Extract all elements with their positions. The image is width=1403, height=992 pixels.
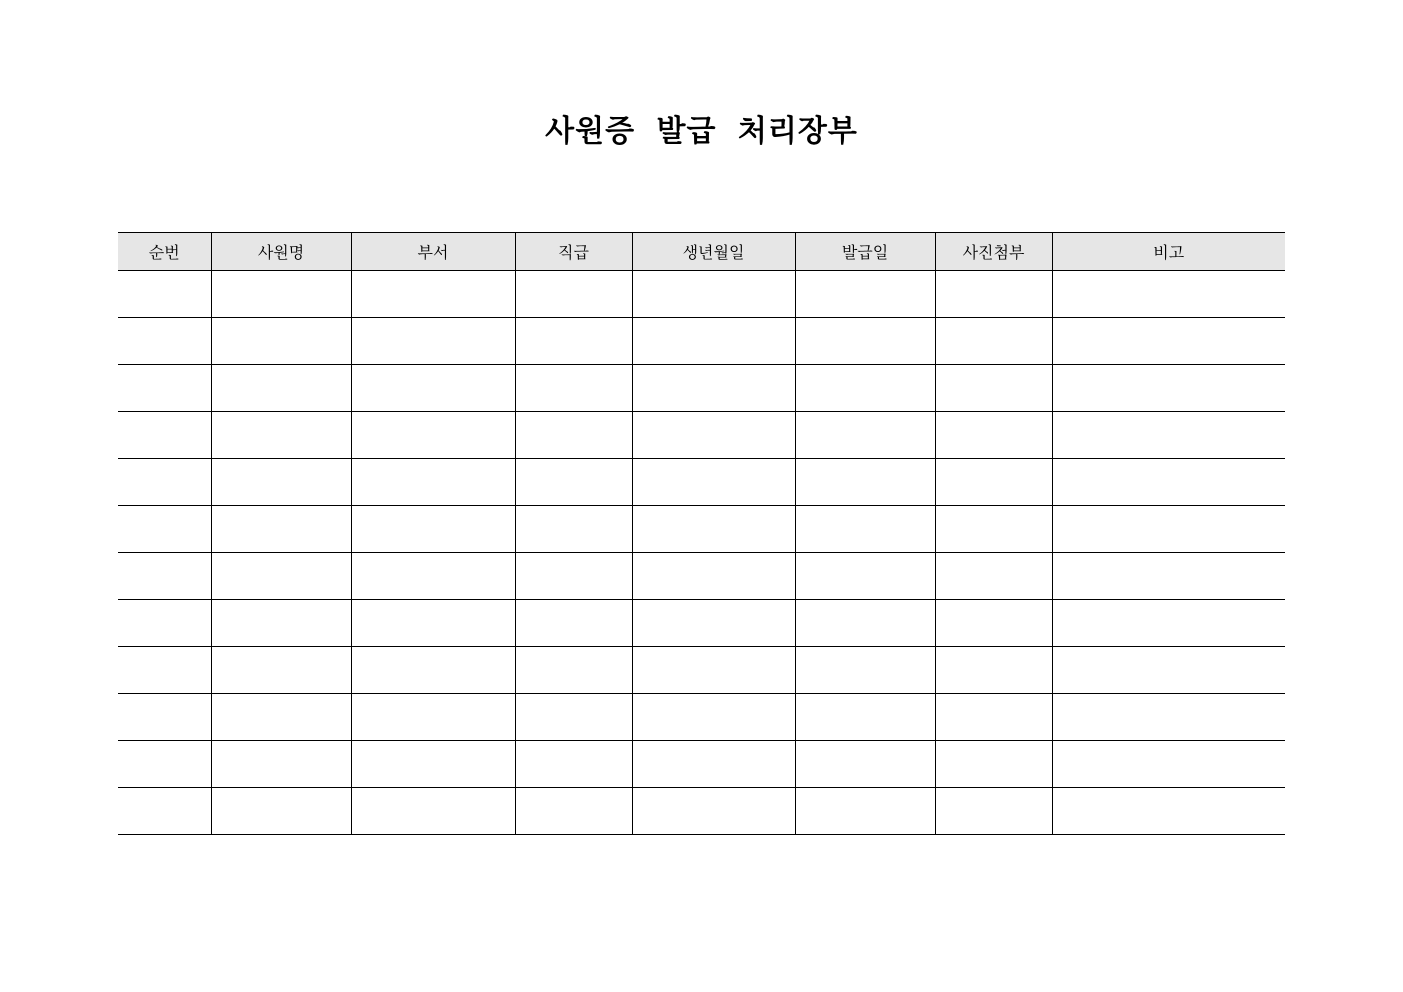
table-row [118,506,1285,553]
cell-department[interactable] [351,459,515,506]
cell-employee-name[interactable] [211,694,351,741]
cell-remarks[interactable] [1052,506,1285,553]
cell-employee-name[interactable] [211,459,351,506]
cell-position[interactable] [515,271,632,318]
column-header-photo: 사진첨부 [935,233,1052,271]
cell-issue-date[interactable] [795,318,935,365]
cell-photo[interactable] [935,412,1052,459]
cell-position[interactable] [515,694,632,741]
table-row [118,318,1285,365]
cell-photo[interactable] [935,741,1052,788]
table-row [118,365,1285,412]
cell-photo[interactable] [935,271,1052,318]
table-row [118,694,1285,741]
cell-photo[interactable] [935,506,1052,553]
cell-birth-date[interactable] [632,271,795,318]
column-header-position: 직급 [515,233,632,271]
table-row [118,647,1285,694]
column-header-birth-date: 생년월일 [632,233,795,271]
cell-department[interactable] [351,506,515,553]
cell-position[interactable] [515,459,632,506]
cell-issue-date[interactable] [795,741,935,788]
cell-position[interactable] [515,412,632,459]
table-header-row [118,233,1285,271]
cell-issue-date[interactable] [795,365,935,412]
cell-remarks[interactable] [1052,412,1285,459]
cell-employee-name[interactable] [211,600,351,647]
cell-birth-date[interactable] [632,788,795,835]
cell-birth-date[interactable] [632,694,795,741]
cell-number[interactable] [118,365,211,412]
cell-department[interactable] [351,647,515,694]
cell-employee-name[interactable] [211,506,351,553]
cell-photo[interactable] [935,553,1052,600]
cell-birth-date[interactable] [632,318,795,365]
cell-birth-date[interactable] [632,506,795,553]
cell-number[interactable] [118,318,211,365]
table-row [118,741,1285,788]
cell-number[interactable] [118,788,211,835]
cell-issue-date[interactable] [795,600,935,647]
cell-remarks[interactable] [1052,600,1285,647]
table-row [118,788,1285,835]
cell-issue-date[interactable] [795,647,935,694]
cell-number[interactable] [118,271,211,318]
cell-employee-name[interactable] [211,271,351,318]
cell-remarks[interactable] [1052,694,1285,741]
cell-birth-date[interactable] [632,647,795,694]
cell-employee-name[interactable] [211,647,351,694]
cell-remarks[interactable] [1052,318,1285,365]
cell-employee-name[interactable] [211,741,351,788]
cell-photo[interactable] [935,788,1052,835]
cell-position[interactable] [515,600,632,647]
cell-position[interactable] [515,647,632,694]
cell-remarks[interactable] [1052,788,1285,835]
cell-number[interactable] [118,647,211,694]
cell-photo[interactable] [935,318,1052,365]
page-title: 사원증 발급 처리장부 [545,114,858,149]
column-header-department: 부서 [351,233,515,271]
cell-birth-date[interactable] [632,741,795,788]
cell-department[interactable] [351,788,515,835]
table-row [118,600,1285,647]
cell-issue-date[interactable] [795,412,935,459]
cell-photo[interactable] [935,459,1052,506]
cell-position[interactable] [515,365,632,412]
cell-department[interactable] [351,553,515,600]
cell-issue-date[interactable] [795,553,935,600]
cell-position[interactable] [515,741,632,788]
cell-photo[interactable] [935,600,1052,647]
cell-number[interactable] [118,412,211,459]
cell-number[interactable] [118,553,211,600]
cell-department[interactable] [351,271,515,318]
cell-birth-date[interactable] [632,553,795,600]
cell-employee-name[interactable] [211,318,351,365]
cell-employee-name[interactable] [211,412,351,459]
cell-department[interactable] [351,318,515,365]
cell-position[interactable] [515,506,632,553]
table-row [118,553,1285,600]
cell-employee-name[interactable] [211,553,351,600]
cell-photo[interactable] [935,694,1052,741]
table-row [118,412,1285,459]
cell-remarks[interactable] [1052,741,1285,788]
cell-position[interactable] [515,318,632,365]
cell-birth-date[interactable] [632,365,795,412]
cell-department[interactable] [351,694,515,741]
cell-position[interactable] [515,788,632,835]
cell-remarks[interactable] [1052,365,1285,412]
cell-number[interactable] [118,600,211,647]
table-row [118,459,1285,506]
cell-number[interactable] [118,459,211,506]
cell-number[interactable] [118,741,211,788]
cell-issue-date[interactable] [795,788,935,835]
cell-employee-name[interactable] [211,788,351,835]
cell-remarks[interactable] [1052,271,1285,318]
cell-issue-date[interactable] [795,459,935,506]
cell-department[interactable] [351,600,515,647]
cell-department[interactable] [351,412,515,459]
cell-number[interactable] [118,506,211,553]
cell-issue-date[interactable] [795,271,935,318]
cell-employee-name[interactable] [211,365,351,412]
column-header-number: 순번 [118,233,211,271]
cell-number[interactable] [118,694,211,741]
cell-department[interactable] [351,741,515,788]
column-header-remarks: 비고 [1052,233,1285,271]
issuance-ledger-table [118,232,1285,835]
cell-photo[interactable] [935,365,1052,412]
cell-birth-date[interactable] [632,412,795,459]
cell-remarks[interactable] [1052,553,1285,600]
cell-issue-date[interactable] [795,506,935,553]
cell-birth-date[interactable] [632,459,795,506]
cell-remarks[interactable] [1052,647,1285,694]
column-header-issue-date: 발급일 [795,233,935,271]
cell-photo[interactable] [935,647,1052,694]
cell-position[interactable] [515,553,632,600]
column-header-employee-name: 사원명 [211,233,351,271]
table-row [118,271,1285,318]
cell-remarks[interactable] [1052,459,1285,506]
cell-issue-date[interactable] [795,694,935,741]
cell-department[interactable] [351,365,515,412]
cell-birth-date[interactable] [632,600,795,647]
